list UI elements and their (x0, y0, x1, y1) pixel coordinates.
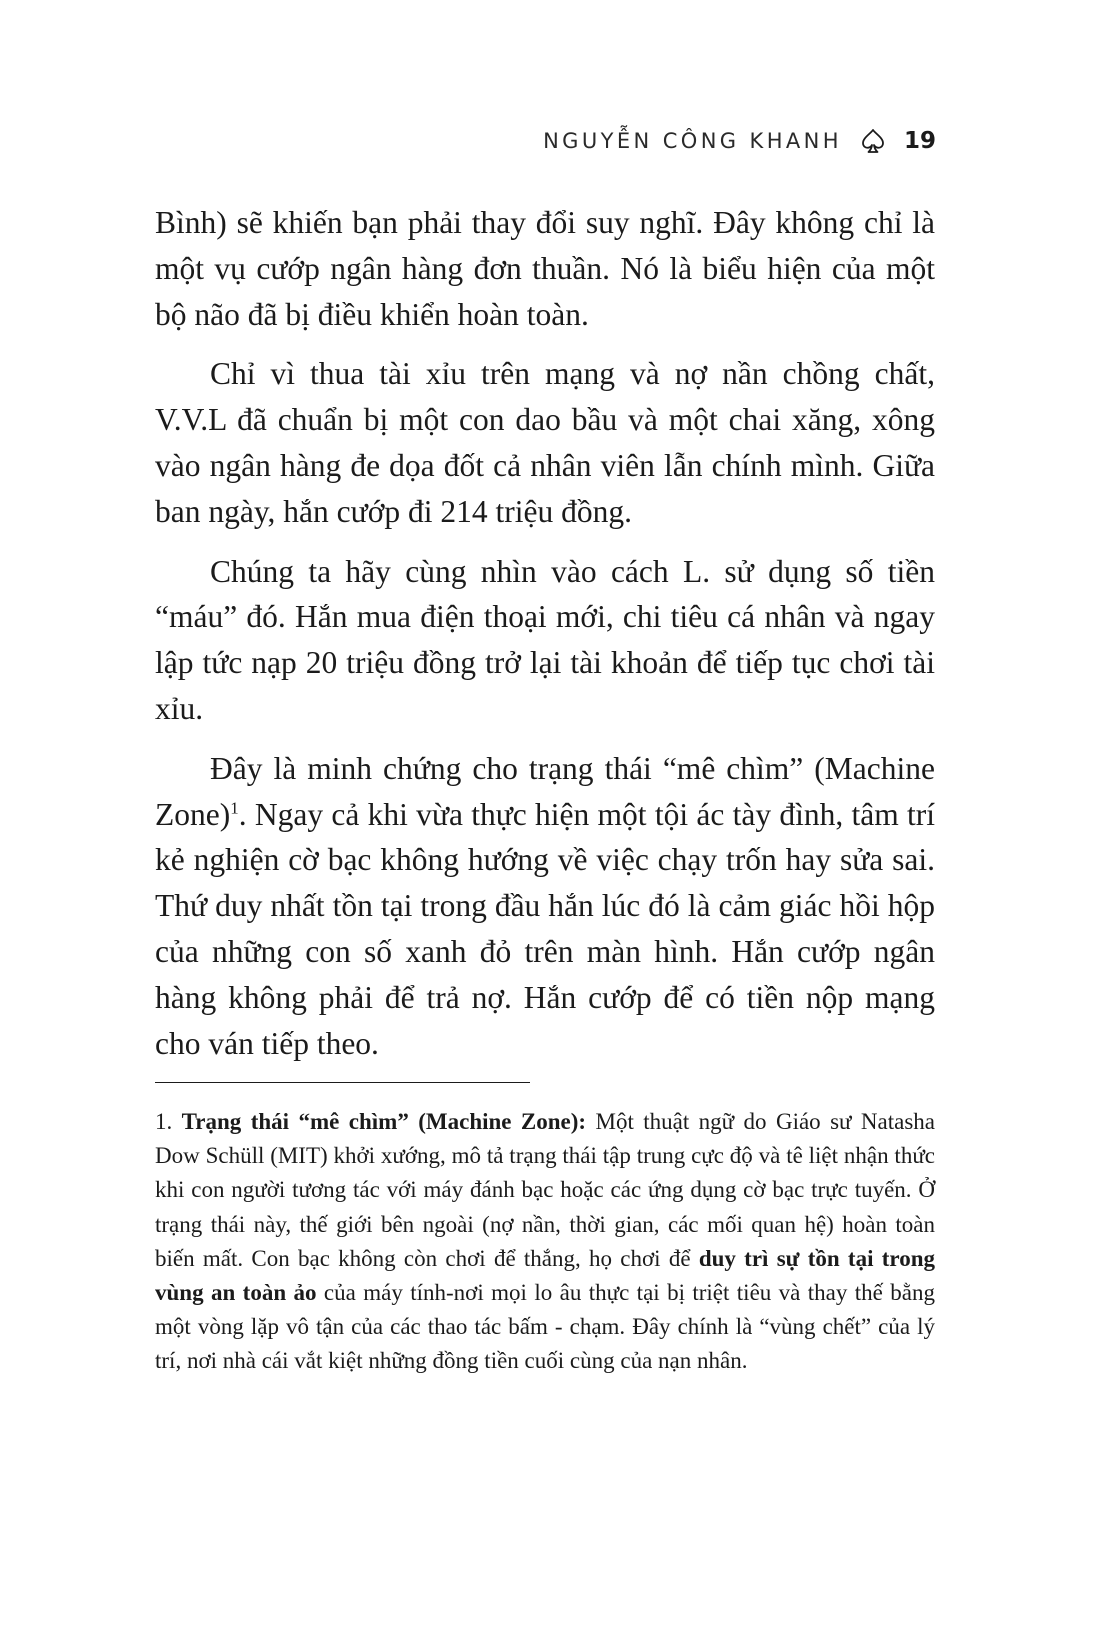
footnote-text-b: của máy tính-nơi mọi lo âu thực tại bị triệt tiêu và thay thế bằng một vòng lặp vô tận của các thao tác bấm - chạm. Đây chính là “vùng chết” của lý trí, nơi nhà cái vắt kiệt những đồng tiền cuối cùng của nạn nhân. (155, 1280, 935, 1374)
footnote-text-a: Một thuật ngữ do Giáo sư Natasha Dow Schüll (MIT) khởi xướng, mô tả trạng thái tập trung cực độ và tê liệt nhận thức khi con người tương tác với máy đánh bạc hoặc các ứng dụng cờ bạc trực tuyến. Ở trạng thái này, thế giới bên ngoài (nợ nần, thời gian, các mối quan hệ) hoàn toàn biến mất. Con bạc không còn chơi để thắng, họ chơi để (155, 1109, 936, 1271)
body-text (155, 200, 935, 1080)
footnote-term: Trạng thái “mê chìm” (Machine Zone): (181, 1109, 587, 1134)
paragraph-4-text-a: Đây là minh chứng cho trạng thái “mê chìm” (Machine Zone) (155, 750, 935, 832)
running-header (543, 121, 936, 161)
paragraph-4-text-b: . Ngay cả khi vừa thực hiện một tội ác tày đình, tâm trí kẻ nghiện cờ bạc không hướng về việc chạy trốn hay sửa sai. Thứ duy nhất tồn tại trong đầu hắn lúc đó là cảm giác hồi hộp của những con số xanh đỏ trên màn hình. Hắn cướp ngân hàng không phải để trả nợ. Hắn cướp để có tiền nộp mạng cho ván tiếp theo. (155, 796, 935, 1061)
footnote (155, 1105, 935, 1379)
paragraph-3: Chúng ta hãy cùng nhìn vào cách L. sử dụng số tiền “máu” đó. Hắn mua điện thoại mới, chi tiêu cá nhân và ngay lập tức nạp 20 triệu đồng trở lại tài khoản để tiếp tục chơi tài xỉu. (155, 553, 935, 726)
paragraph-1: Bình) sẽ khiến bạn phải thay đổi suy nghĩ. Đây không chỉ là một vụ cướp ngân hàng đơn thuần. Nó là biểu hiện của một bộ não đã bị điều khiển hoàn toàn. (155, 205, 935, 332)
paragraph-4 (155, 746, 935, 1067)
paragraph-2: Chỉ vì thua tài xỉu trên mạng và nợ nần chồng chất, V.V.L đã chuẩn bị một con dao bầu và một chai xăng, xông vào ngân hàng đe dọa đốt cả nhân viên lẫn chính mình. Giữa ban ngày, hắn cướp đi 214 triệu đồng. (155, 356, 935, 529)
running-author: NGUYỄN CÔNG KHANH (543, 129, 842, 153)
footnote-emphasis: duy trì sự tồn tại trong vùng an toàn ảo (155, 1245, 935, 1306)
spade-icon (860, 128, 886, 154)
footnote-reference[interactable]: 1 (230, 798, 239, 818)
page-number: 19 (903, 128, 936, 154)
footnote-divider (155, 1082, 530, 1083)
footnote-number: 1. (155, 1109, 182, 1134)
